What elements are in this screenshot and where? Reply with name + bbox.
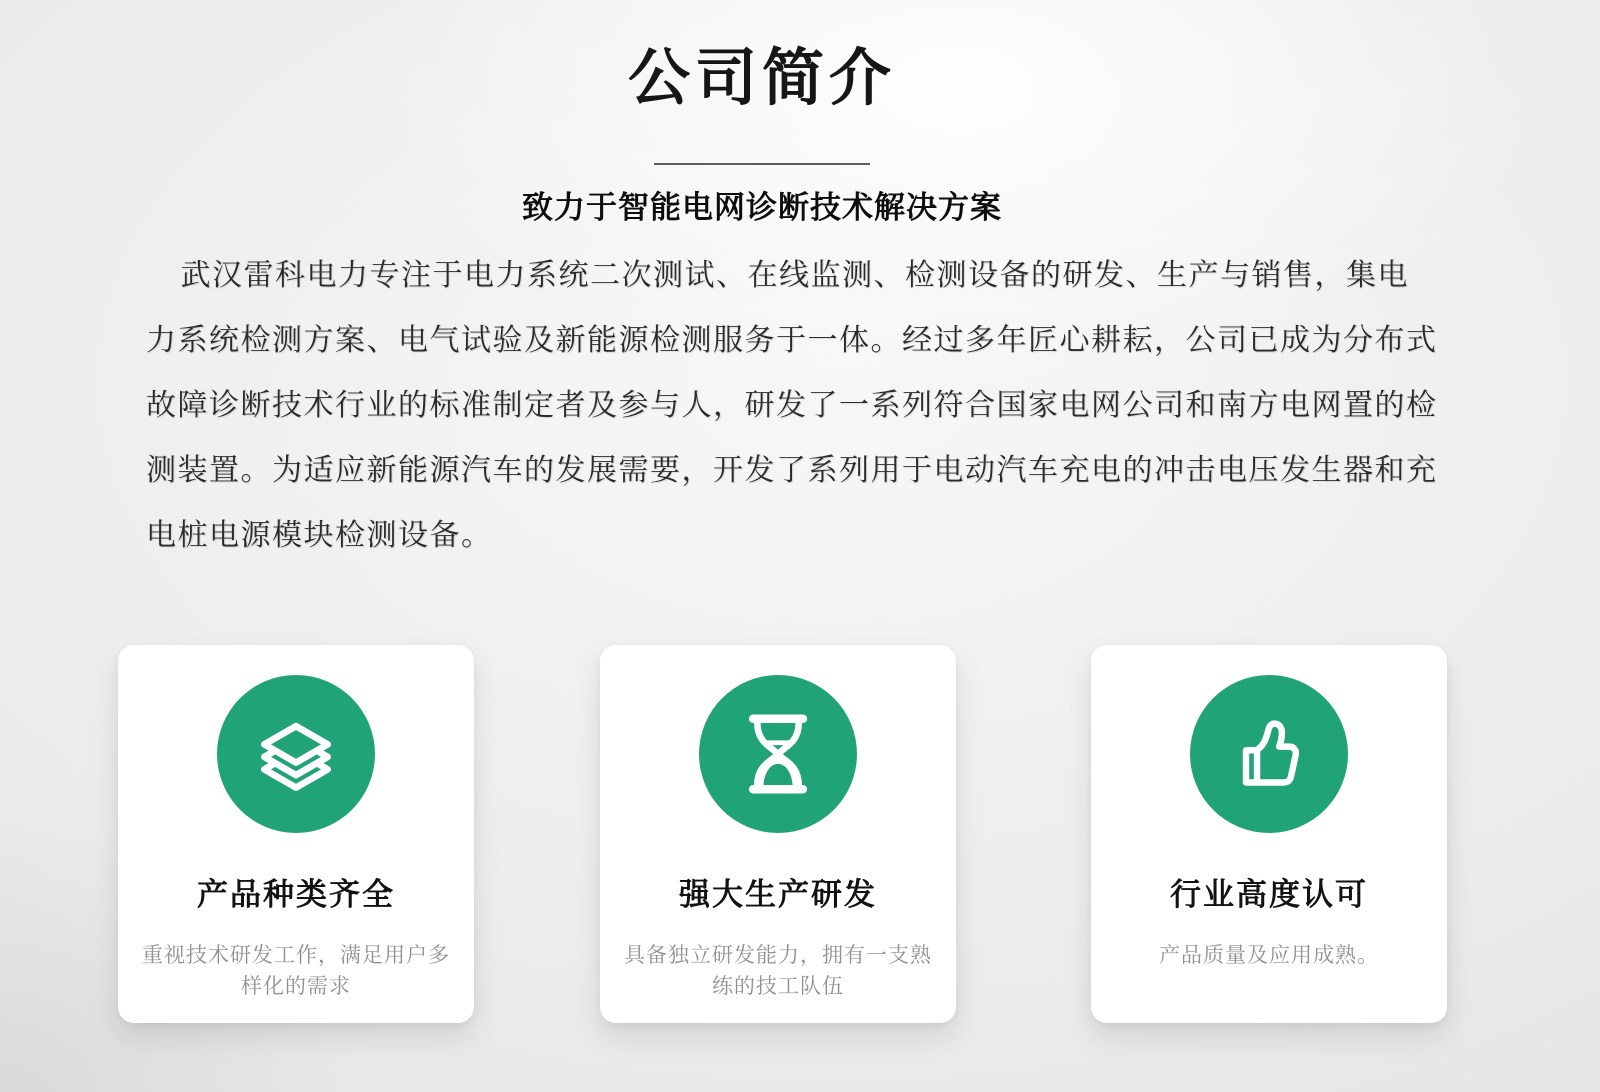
feature-card-production [600,645,956,1023]
section-header [0,40,1524,228]
thumbs-up-icon [1190,675,1348,833]
feature-card-title: 产品种类齐全 [197,877,395,912]
feature-card-description: 产品质量及应用成熟。 [1159,944,1379,967]
feature-card-description: 重视技术研发工作，满足用户多样化的需求 [142,944,450,998]
feature-card-recognition [1091,645,1447,1023]
feature-card-products [118,645,474,1023]
feature-card-title: 强大生产研发 [679,877,877,912]
page-title: 公司简介 [627,44,896,113]
page-subtitle: 致力于智能电网诊断技术解决方案 [522,190,1002,225]
feature-card-description: 具备独立研发能力，拥有一支熟练的技工队伍 [624,944,932,998]
company-intro-paragraph: 武汉雷科电力专注于电力系统二次测试、在线监测、检测设备的研发、生产与销售，集电力系统检测方案、电气试验及新能源检测服务于一体。经过多年匠心耕耘，公司已成为分布式故障诊断技术行业的标准制定者及参与人，研发了一系列符合国家电网公司和南方电网置的检测装置。为适应新能源汽车的发展需要，开发了系列用于电动汽车充电的冲击电压发生器和充电桩电源模块检测设备。 [146,259,1438,552]
hourglass-icon [699,675,857,833]
title-divider [654,163,870,165]
feature-cards-row [0,645,1600,1023]
feature-card-title: 行业高度认可 [1170,877,1368,912]
layers-icon [217,675,375,833]
